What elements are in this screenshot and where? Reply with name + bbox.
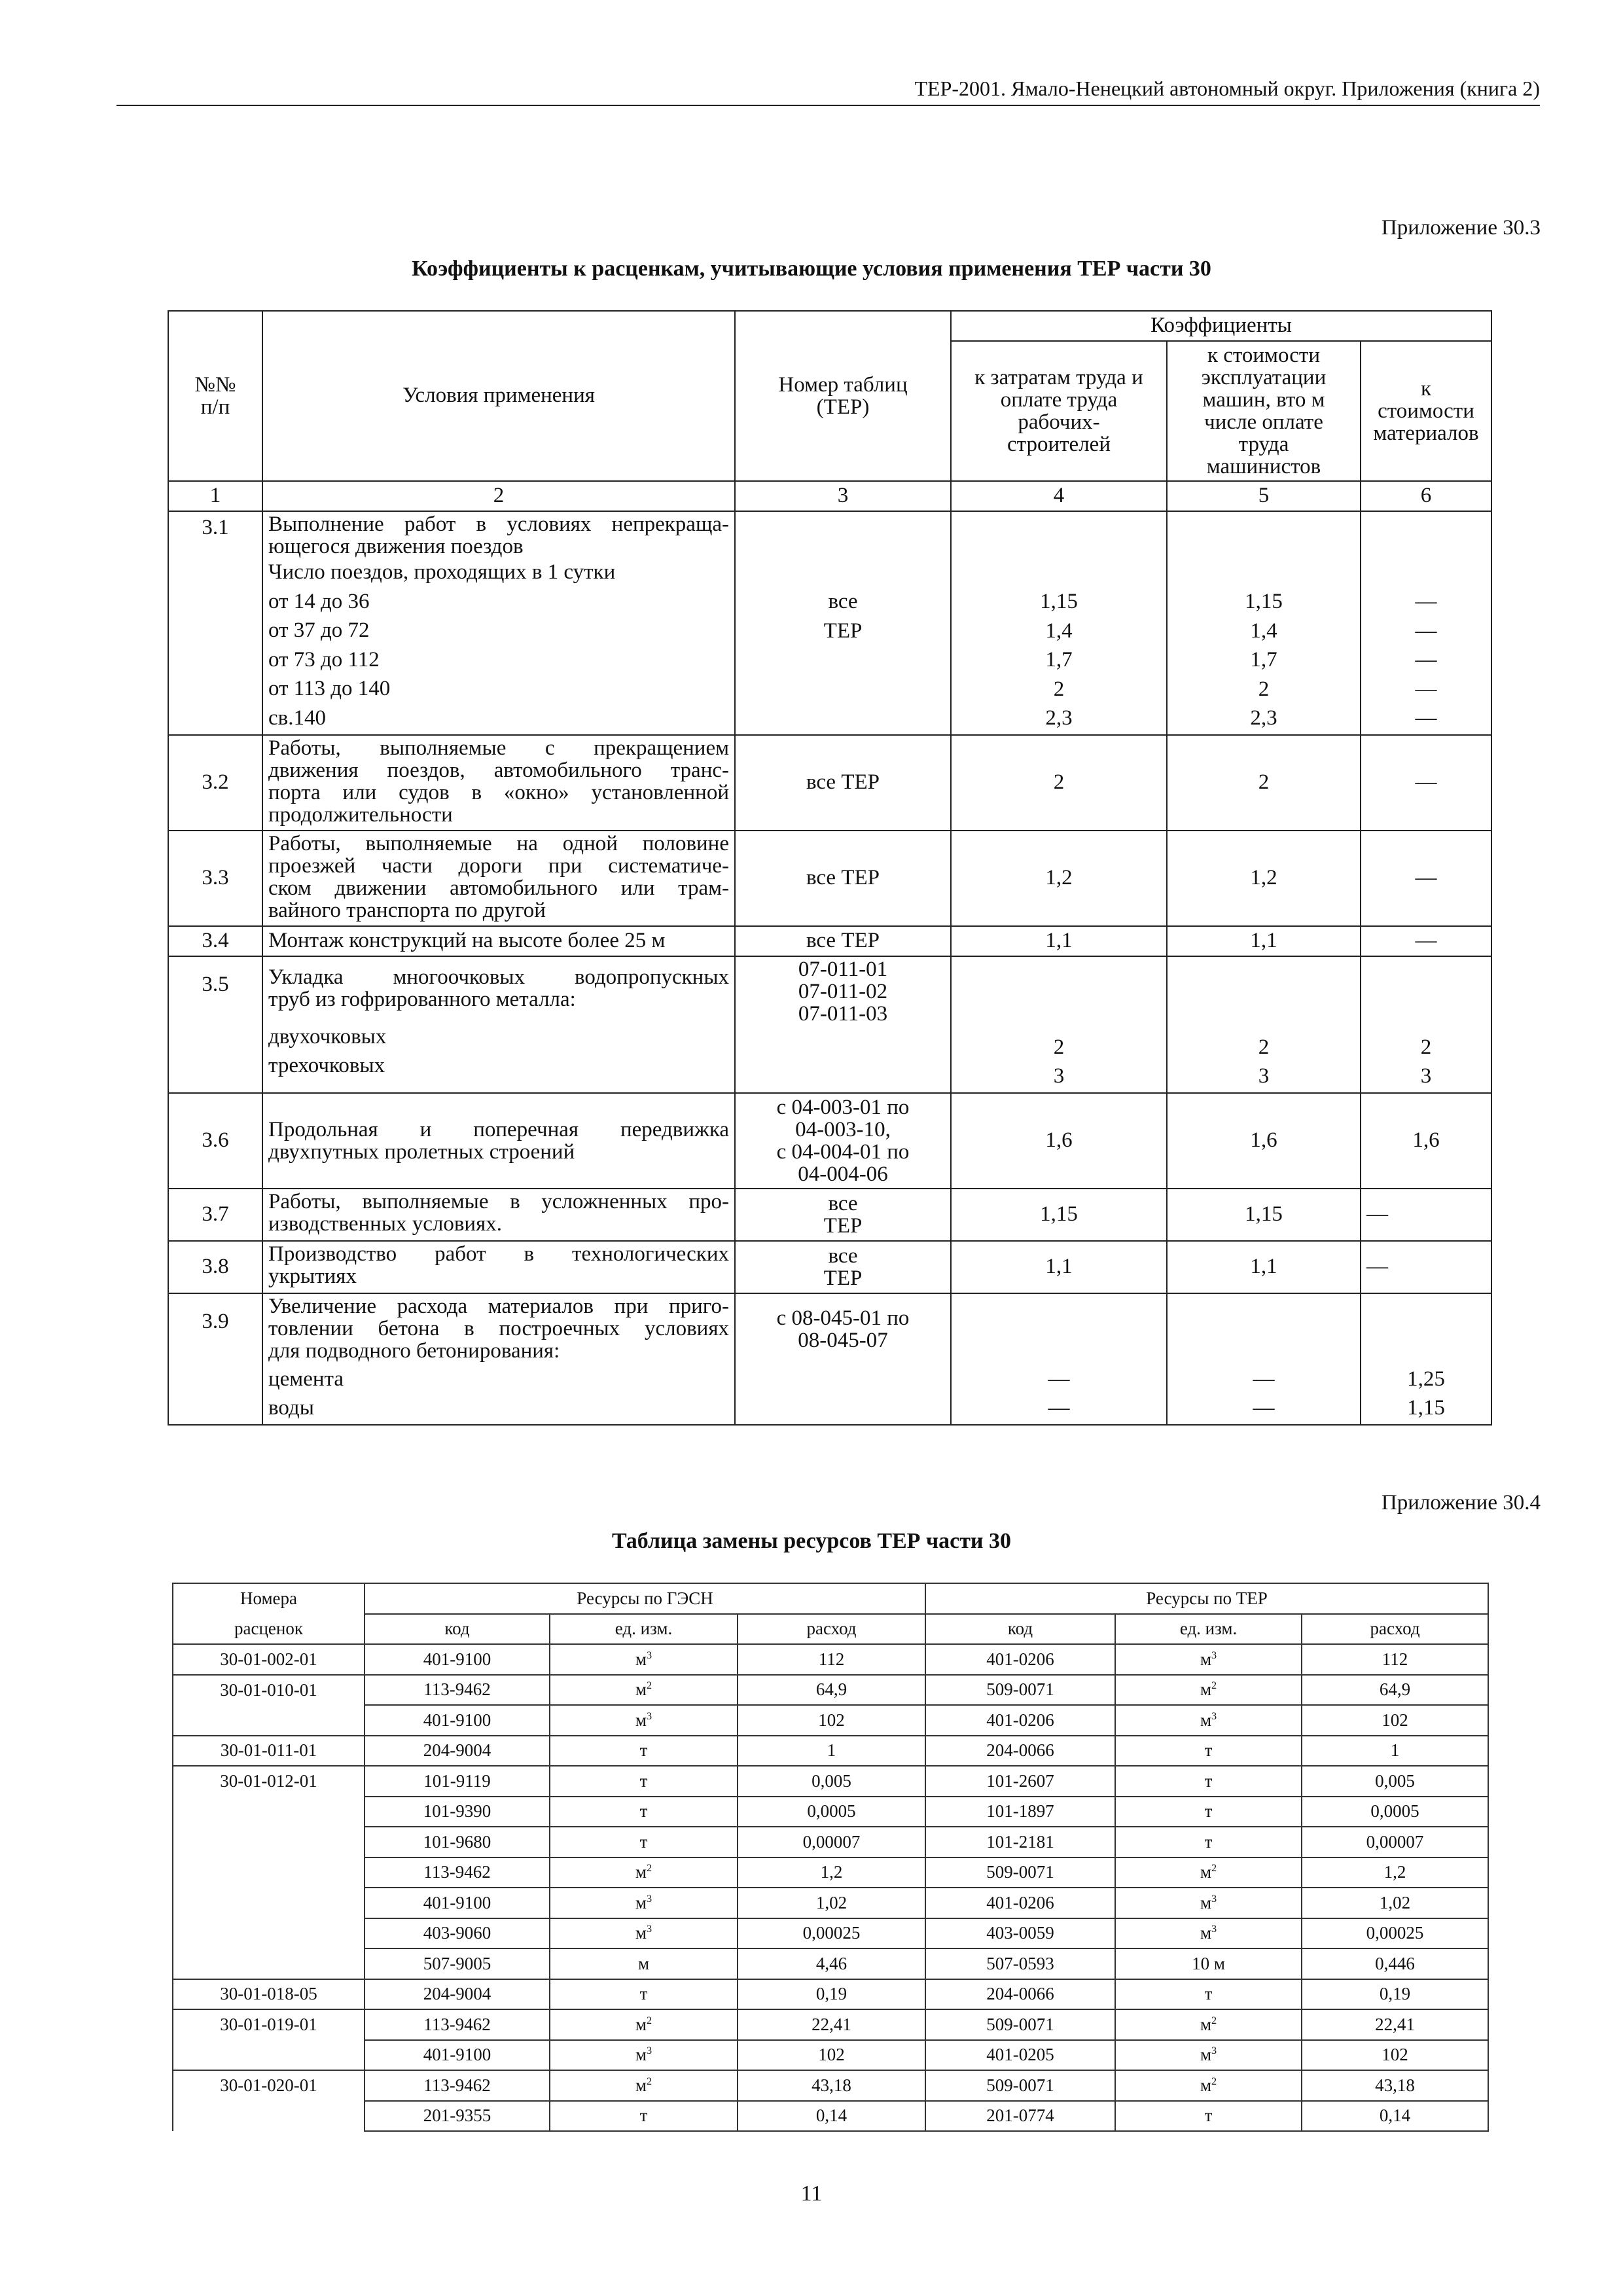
table-row: 3.8 Производство работ в технологических укрытиях все ТЕР 1,1 1,1 — <box>168 1241 1491 1293</box>
ter-usage: 1 <box>1302 1736 1488 1767</box>
table-row <box>173 1857 1488 1888</box>
numbers-header: Номера <box>173 1583 365 1614</box>
rate-number <box>173 1948 365 1979</box>
ter-code: 401-0206 <box>925 1705 1115 1736</box>
gesn-code: 204-9004 <box>365 1979 550 2010</box>
gesn-code: 113-9462 <box>365 2009 550 2040</box>
ter-code: 204-0066 <box>925 1736 1115 1767</box>
gesn-unit: $м^2$ <box>550 1857 738 1888</box>
gesn-unit: т <box>550 1827 738 1857</box>
ter-unit-header: ед. изм. <box>1115 1614 1302 1645</box>
ter-code: 509-0071 <box>925 1857 1115 1888</box>
table-row <box>173 1644 1488 1675</box>
table-row <box>173 2009 1488 2040</box>
rate-number <box>173 1857 365 1888</box>
gesn-unit: $м^3$ <box>550 1644 738 1675</box>
ter-usage: 43,18 <box>1302 2070 1488 2101</box>
ter-usage: 0,0005 <box>1302 1797 1488 1827</box>
rate-number: 30-01-020-01 <box>173 2070 365 2101</box>
gesn-usage: 43,18 <box>738 2070 925 2101</box>
ter-unit: т <box>1115 1736 1302 1767</box>
ter-usage: 1,02 <box>1302 1888 1488 1918</box>
ter-code: 101-2607 <box>925 1766 1115 1797</box>
gesn-usage-header: расход <box>738 1614 925 1645</box>
ter-usage: 0,14 <box>1302 2101 1488 2132</box>
rate-number: 30-01-012-01 <box>173 1766 365 1797</box>
rate-number <box>173 2101 365 2132</box>
gesn-usage: 64,9 <box>738 1675 925 1706</box>
table-row: 3.2 Работы, выполняемые с прекращением движения поездов, автомобильного транс- порта или судов в «окно» установленной продолжительности все ТЕР 2 2 — <box>168 735 1491 831</box>
ter-unit: $м^3$ <box>1115 1918 1302 1949</box>
gesn-unit: $м^2$ <box>550 2070 738 2101</box>
gesn-usage: 0,00007 <box>738 1827 925 1857</box>
rate-number <box>173 1827 365 1857</box>
rate-number <box>173 1705 365 1736</box>
col-conditions-header: Условия применения <box>262 311 735 481</box>
ter-usage: 64,9 <box>1302 1675 1488 1706</box>
ter-resources-header: Ресурсы по ТЕР <box>925 1583 1488 1614</box>
rate-number <box>173 1918 365 1949</box>
gesn-code: 401-9100 <box>365 1705 550 1736</box>
gesn-unit: $м^2$ <box>550 2009 738 2040</box>
ter-unit: $м^3$ <box>1115 2040 1302 2071</box>
gesn-unit: т <box>550 1736 738 1767</box>
col-labor-header: к затратам труда и оплате труда рабочих- строителей <box>951 341 1167 481</box>
rate-number: 30-01-019-01 <box>173 2009 365 2040</box>
gesn-unit: $м^3$ <box>550 1918 738 1949</box>
ter-usage: 0,00025 <box>1302 1918 1488 1949</box>
gesn-code: 401-9100 <box>365 1644 550 1675</box>
ter-unit: $м^3$ <box>1115 1644 1302 1675</box>
ter-usage: 112 <box>1302 1644 1488 1675</box>
col-coefficients-header: Коэффициенты <box>951 311 1491 341</box>
gesn-code: 113-9462 <box>365 1675 550 1706</box>
rate-number: 30-01-011-01 <box>173 1736 365 1767</box>
gesn-usage: 0,005 <box>738 1766 925 1797</box>
gesn-unit: $м^3$ <box>550 2040 738 2071</box>
gesn-unit: т <box>550 1766 738 1797</box>
rate-number <box>173 1888 365 1918</box>
gesn-usage: 102 <box>738 1705 925 1736</box>
ter-code: 509-0071 <box>925 1675 1115 1706</box>
col-materials-header: к стоимости материалов <box>1361 341 1491 481</box>
gesn-usage: 102 <box>738 2040 925 2071</box>
ter-code: 101-2181 <box>925 1827 1115 1857</box>
gesn-usage: 1,2 <box>738 1857 925 1888</box>
table-row: 3.4 Монтаж конструкций на высоте более 25 м все ТЕР 1,1 1,1 — <box>168 926 1491 956</box>
gesn-usage: 112 <box>738 1644 925 1675</box>
coefficients-table-title: Коэффициенты к расценкам, учитывающие условия применения ТЕР части 30 <box>412 257 1211 281</box>
gesn-resources-header: Ресурсы по ГЭСН <box>365 1583 925 1614</box>
gesn-usage: 4,46 <box>738 1948 925 1979</box>
table-row <box>173 1948 1488 1979</box>
gesn-unit-header: ед. изм. <box>550 1614 738 1645</box>
ter-usage: 0,00007 <box>1302 1827 1488 1857</box>
table-row: 3.1 Выполнение работ в условиях непрекраща- ющегося движения поездов Число поездов, проходящих в 1 сутки от 14 до 36 от 37 до 72 от 73 до 112 от 113 до 140 св.140 все ТЕР 1,15 1,4 1,7 2 2,3 1,15 1,4 1,7 2 2,3 — — — — — <box>168 511 1491 735</box>
gesn-code: 403-9060 <box>365 1918 550 1949</box>
ter-code: 401-0206 <box>925 1888 1115 1918</box>
rate-number: 30-01-002-01 <box>173 1644 365 1675</box>
ter-unit: т <box>1115 1979 1302 2010</box>
page-number: 11 <box>800 2181 823 2206</box>
coefficients-table <box>168 310 1492 1426</box>
ter-usage: 22,41 <box>1302 2009 1488 2040</box>
ter-unit: т <box>1115 1797 1302 1827</box>
gesn-unit: т <box>550 1797 738 1827</box>
ter-code: 101-1897 <box>925 1797 1115 1827</box>
ter-code: 507-0593 <box>925 1948 1115 1979</box>
table-row: 3.7 Работы, выполняемые в усложненных про- изводственных условиях. все ТЕР 1,15 1,15 — <box>168 1189 1491 1241</box>
table-row <box>173 1705 1488 1736</box>
table-row: 3.6 Продольная и поперечная передвижка двухпутных пролетных строений с 04-003-01 по 04-003-10, с 04-004-01 по 04-004-06 1,6 1,6 1,6 <box>168 1093 1491 1189</box>
ter-unit: $м^3$ <box>1115 1705 1302 1736</box>
ter-unit: т <box>1115 1766 1302 1797</box>
rate-number: 30-01-018-05 <box>173 1979 365 2010</box>
ter-code: 509-0071 <box>925 2009 1115 2040</box>
gesn-unit: $м^2$ <box>550 1675 738 1706</box>
gesn-code: 401-9100 <box>365 1888 550 1918</box>
gesn-code: 204-9004 <box>365 1736 550 1767</box>
gesn-usage: 0,0005 <box>738 1797 925 1827</box>
gesn-code: 201-9355 <box>365 2101 550 2132</box>
gesn-usage: 1 <box>738 1736 925 1767</box>
gesn-usage: 22,41 <box>738 2009 925 2040</box>
ter-usage-header: расход <box>1302 1614 1488 1645</box>
gesn-code: 507-9005 <box>365 1948 550 1979</box>
gesn-code-header: код <box>365 1614 550 1645</box>
gesn-code: 101-9119 <box>365 1766 550 1797</box>
table-row <box>173 1888 1488 1918</box>
gesn-usage: 0,00025 <box>738 1918 925 1949</box>
ter-unit: $м^2$ <box>1115 1857 1302 1888</box>
table-row: 3.3 Работы, выполняемые на одной половине проезжей части дороги при систематиче- ском движении автомобильного или трам- вайного транспорта по другой все ТЕР 1,2 1,2 — <box>168 831 1491 926</box>
table-row <box>173 2101 1488 2132</box>
ter-usage: 0,005 <box>1302 1766 1488 1797</box>
gesn-usage: 1,02 <box>738 1888 925 1918</box>
ter-unit: $м^2$ <box>1115 2070 1302 2101</box>
ter-usage: 1,2 <box>1302 1857 1488 1888</box>
ter-usage: 0,19 <box>1302 1979 1488 2010</box>
appendix-30-3-label: Приложение 30.3 <box>1381 216 1541 240</box>
table-row <box>173 1736 1488 1767</box>
table-row <box>173 2070 1488 2101</box>
table-row <box>173 1918 1488 1949</box>
table-row <box>173 2040 1488 2071</box>
ter-code: 204-0066 <box>925 1979 1115 2010</box>
table-row: 3.9 Увеличение расхода материалов при приго- товлении бетона в построечных условиях для подводного бетонирования: цемента воды с 08-045-01 по 08-045-07 — — — — 1,25 1,15 <box>168 1293 1491 1425</box>
gesn-code: 401-9100 <box>365 2040 550 2071</box>
table-row <box>173 1827 1488 1857</box>
col-no-header: №№ п/п <box>168 311 262 481</box>
rate-number <box>173 2040 365 2071</box>
gesn-code: 113-9462 <box>365 1857 550 1888</box>
running-header <box>116 73 1540 106</box>
table-row <box>173 1797 1488 1827</box>
ter-code-header: код <box>925 1614 1115 1645</box>
gesn-unit: $м^3$ <box>550 1888 738 1918</box>
rate-number <box>173 1797 365 1827</box>
col-tables-header: Номер таблиц (ТЕР) <box>735 311 951 481</box>
ter-unit: $м^2$ <box>1115 2009 1302 2040</box>
gesn-usage: 0,19 <box>738 1979 925 2010</box>
gesn-unit: м <box>550 1948 738 1979</box>
ter-usage: 0,446 <box>1302 1948 1488 1979</box>
appendix-30-4-label: Приложение 30.4 <box>1381 1491 1541 1515</box>
gesn-unit: т <box>550 2101 738 2132</box>
gesn-code: 113-9462 <box>365 2070 550 2101</box>
numbers-header-2: расценок <box>173 1614 365 1645</box>
ter-code: 403-0059 <box>925 1918 1115 1949</box>
gesn-code: 101-9680 <box>365 1827 550 1857</box>
ter-code: 401-0206 <box>925 1644 1115 1675</box>
table-row <box>173 1979 1488 2010</box>
ter-unit: $м^2$ <box>1115 1675 1302 1706</box>
ter-usage: 102 <box>1302 1705 1488 1736</box>
column-numbers-row: 1 2 3 4 5 6 <box>168 481 1491 511</box>
ter-unit: т <box>1115 1827 1302 1857</box>
ter-code: 401-0205 <box>925 2040 1115 2071</box>
header-text: ТЕР-2001. Ямало-Ненецкий автономный округ. Приложения (книга 2) <box>914 77 1540 100</box>
ter-usage: 102 <box>1302 2040 1488 2071</box>
resource-replacement-table <box>172 1583 1489 2132</box>
gesn-unit: т <box>550 1979 738 2010</box>
ter-code: 201-0774 <box>925 2101 1115 2132</box>
table-row <box>173 1766 1488 1797</box>
gesn-code: 101-9390 <box>365 1797 550 1827</box>
gesn-usage: 0,14 <box>738 2101 925 2132</box>
table-row <box>173 1675 1488 1706</box>
resource-table-title: Таблица замены ресурсов ТЕР части 30 <box>611 1529 1012 1553</box>
ter-code: 509-0071 <box>925 2070 1115 2101</box>
gesn-unit: $м^3$ <box>550 1705 738 1736</box>
col-machines-header: к стоимости эксплуатации машин, вто м числе оплате труда машинистов <box>1167 341 1361 481</box>
ter-unit: $м^3$ <box>1115 1888 1302 1918</box>
rate-number: 30-01-010-01 <box>173 1675 365 1706</box>
ter-unit: 10 м <box>1115 1948 1302 1979</box>
ter-unit: т <box>1115 2101 1302 2132</box>
table-row: 3.5 Укладка многоочковых водопропускных труб из гофрированного металла: двухочковых трехочковых 07-011-01 07-011-02 07-011-03 2 3 2 3 2 3 <box>168 956 1491 1093</box>
